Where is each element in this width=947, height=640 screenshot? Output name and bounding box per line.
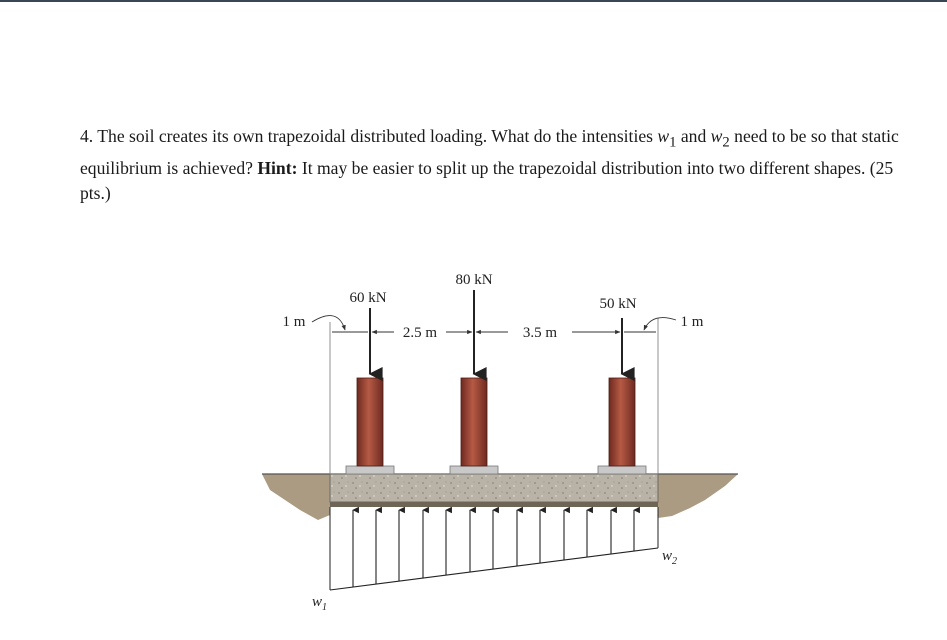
w2-variable: w: [710, 126, 723, 146]
footing-underside: [330, 502, 658, 507]
w2-subscript: 2: [722, 134, 730, 151]
problem-number: 4.: [80, 126, 94, 146]
base-plate-3: [598, 466, 646, 474]
distribution-sloped-line: [330, 548, 658, 590]
leader-1m-right: [644, 318, 676, 330]
dimension-label-3-5m: 3.5 m: [522, 325, 558, 341]
problem-text-part-4: It may be easier to split up the trapezoidal distribution into two different shapes. (25 pts.): [80, 157, 894, 203]
column-3: [609, 378, 635, 466]
distribution-arrows: [353, 510, 634, 587]
leader-1m-left: [312, 316, 345, 330]
column-1: [357, 378, 383, 466]
w1-variable: w: [657, 126, 670, 146]
soil-left: [262, 474, 330, 520]
dimension-label-2-5m: 2.5 m: [402, 325, 438, 341]
load-label-60kn: 60 kN: [349, 290, 387, 306]
w2-label: $w_2$: [662, 548, 678, 567]
soil-right: [658, 474, 738, 518]
w1-label: $w_1$: [312, 594, 328, 613]
hint-label: Hint:: [257, 157, 298, 178]
base-plate-2: [450, 466, 498, 474]
load-label-50kn: 50 kN: [599, 296, 637, 312]
dimension-label-1m-right: 1 m: [680, 314, 704, 330]
concrete-footing: [330, 474, 658, 502]
load-label-80kn: 80 kN: [455, 272, 493, 288]
column-2: [461, 378, 487, 466]
dimension-label-1m-left: 1 m: [282, 314, 306, 330]
problem-text-part-3: need to be so that static equilibrium is achieved?: [80, 126, 899, 178]
w1-subscript: 1: [669, 134, 677, 151]
problem-text-part-2: and: [676, 126, 711, 146]
base-plate-1: [346, 466, 394, 474]
problem-text-part-1: The soil creates its own trapezoidal distributed loading. What do the intensities: [93, 126, 658, 146]
